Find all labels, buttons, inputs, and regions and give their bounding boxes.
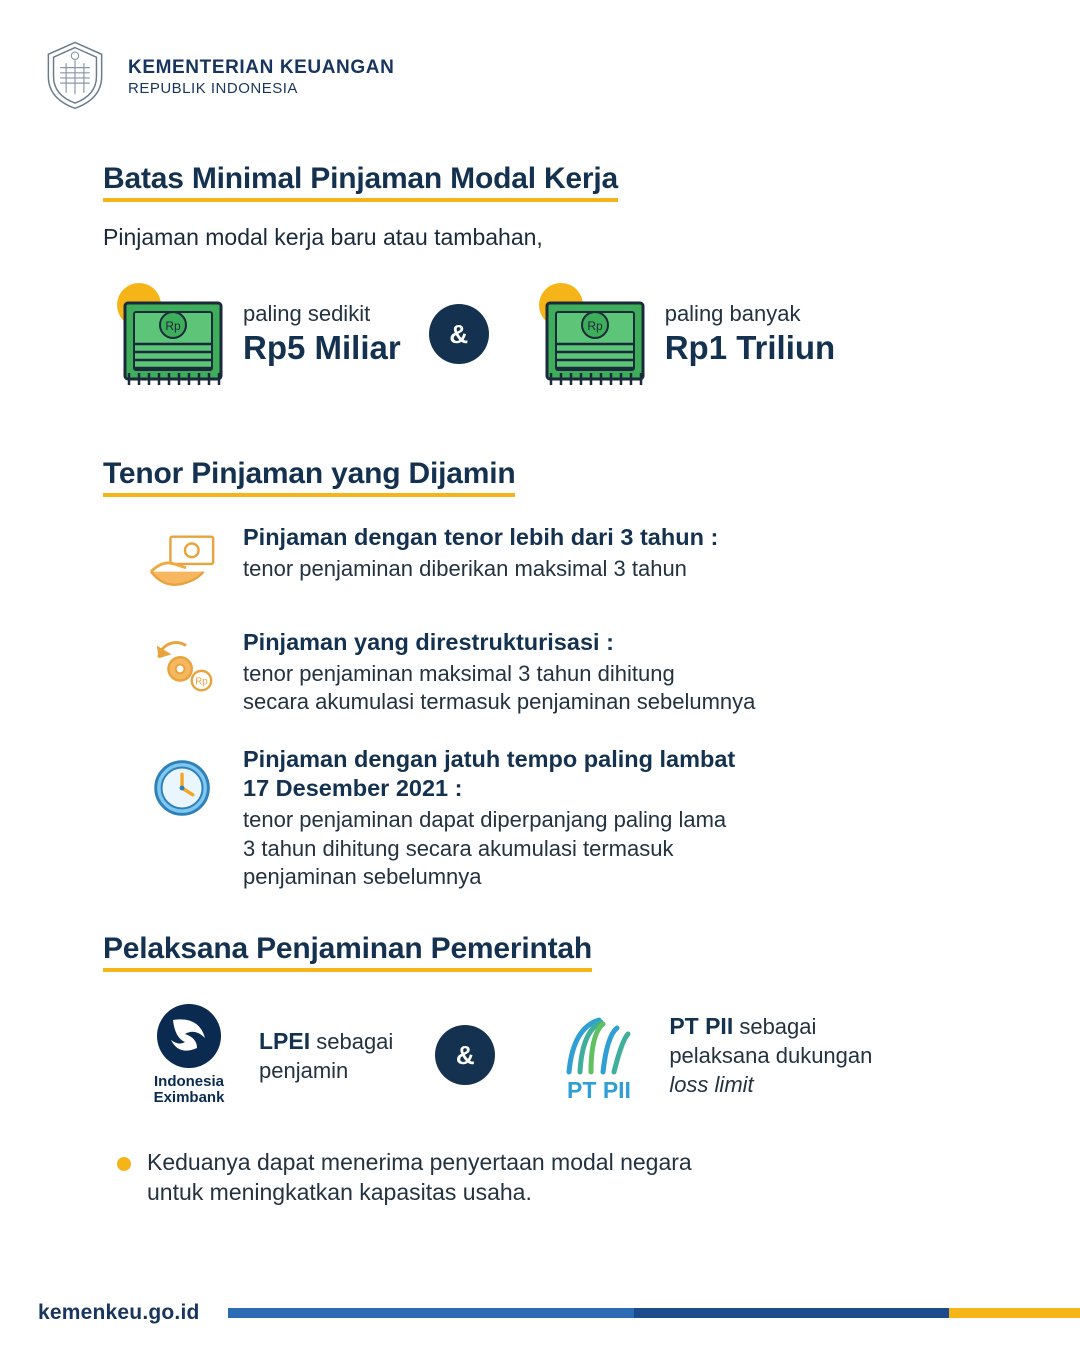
- note-row: [103, 1147, 1030, 1208]
- svg-text:Rp: Rp: [587, 319, 603, 333]
- page-footer: [0, 1276, 1080, 1350]
- min-loan-label: paling sedikit: [243, 301, 371, 326]
- ampersand-badge-1: &: [429, 304, 489, 364]
- footer-bar-blue: [228, 1308, 635, 1318]
- svg-text:Eximbank: Eximbank: [153, 1088, 225, 1106]
- min-loan-item: [103, 269, 401, 399]
- footer-color-bars: [228, 1308, 1080, 1318]
- pt-pii-line2: pelaksana dukungan: [669, 1043, 873, 1069]
- max-loan-label: paling banyak: [664, 301, 801, 326]
- lpei-rest: sebagai: [310, 1028, 394, 1054]
- footer-bar-yellow: [949, 1308, 1080, 1318]
- ministry-emblem-icon: [38, 38, 112, 112]
- svg-text:Rp: Rp: [195, 676, 208, 688]
- money-limits-row: [103, 269, 1030, 399]
- ministry-name: [128, 52, 394, 99]
- max-loan-item: [525, 269, 836, 399]
- min-loan-value: Rp5 Miliar: [243, 329, 401, 366]
- tenor-item-head: Pinjaman dengan tenor lebih dari 3 tahun :: [243, 524, 719, 550]
- lpei-description: [259, 1026, 393, 1085]
- gear-restructure-icon: [145, 628, 223, 717]
- svg-text:Indonesia: Indonesia: [153, 1072, 225, 1090]
- section-pelaksana: [103, 932, 1030, 1208]
- lpei-name: LPEI: [259, 1027, 311, 1054]
- lpei-line2: penjamin: [259, 1057, 349, 1083]
- website-url[interactable]: kemenkeu.go.id: [38, 1301, 200, 1324]
- tenor-item-head: Pinjaman yang direstrukturisasi :: [243, 629, 614, 655]
- pt-pii-name: PT PII: [669, 1013, 734, 1040]
- pt-pii-logo: [543, 998, 655, 1113]
- footer-bar-darkblue: [634, 1308, 949, 1318]
- svg-text:Rp: Rp: [165, 319, 181, 333]
- section-tenor: [103, 457, 1030, 892]
- page-header: [0, 0, 1080, 112]
- pt-pii-description: [669, 1011, 872, 1099]
- money-stack-icon: [525, 269, 655, 399]
- tenor-item-sub: tenor penjaminan diberikan maksimal 3 tahun: [243, 555, 687, 581]
- ministry-line-1: KEMENTERIAN KEUANGAN: [128, 56, 395, 78]
- pt-pii-line3: loss limit: [669, 1072, 754, 1098]
- list-item: [145, 523, 1030, 600]
- bullet-icon: [117, 1157, 131, 1171]
- pelaksana-row: [103, 998, 1030, 1113]
- indonesia-eximbank-logo: [133, 998, 245, 1113]
- svg-text:PT PII: PT PII: [567, 1076, 632, 1103]
- section-1-title: Batas Minimal Pinjaman Modal Kerja: [103, 162, 618, 202]
- section-3-title: Pelaksana Penjaminan Pemerintah: [103, 932, 592, 972]
- tenor-item-sub: tenor penjaminan dapat diperpanjang paling lama 3 tahun dihitung secara akumulasi termasuk penjaminan sebelumnya: [243, 807, 727, 890]
- ampersand-badge-2: &: [435, 1025, 495, 1085]
- lpei-item: [133, 998, 393, 1113]
- ministry-line-2: REPUBLIK INDONESIA: [128, 79, 298, 97]
- section-batas-minimal: [103, 162, 1030, 399]
- section-1-subtitle: Pinjaman modal kerja baru atau tambahan,: [103, 224, 543, 250]
- tenor-item-sub: tenor penjaminan maksimal 3 tahun dihitung secara akumulasi termasuk penjaminan sebelumnya: [243, 660, 756, 715]
- note-text: Keduanya dapat menerima penyertaan modal negara untuk meningkatkan kapasitas usaha.: [147, 1148, 692, 1206]
- section-2-title: Tenor Pinjaman yang Dijamin: [103, 457, 515, 497]
- list-item: [145, 745, 1030, 892]
- list-item: [145, 628, 1030, 717]
- clock-icon: [145, 745, 223, 892]
- max-loan-value: Rp1 Triliun: [664, 329, 836, 366]
- hand-cash-icon: [145, 523, 223, 600]
- tenor-list: [103, 523, 1030, 892]
- pt-pii-item: [543, 998, 872, 1113]
- tenor-item-head: Pinjaman dengan jatuh tempo paling lambat 17 Desember 2021 :: [243, 745, 736, 802]
- pt-pii-rest: sebagai: [733, 1014, 817, 1040]
- money-stack-icon: [103, 269, 233, 399]
